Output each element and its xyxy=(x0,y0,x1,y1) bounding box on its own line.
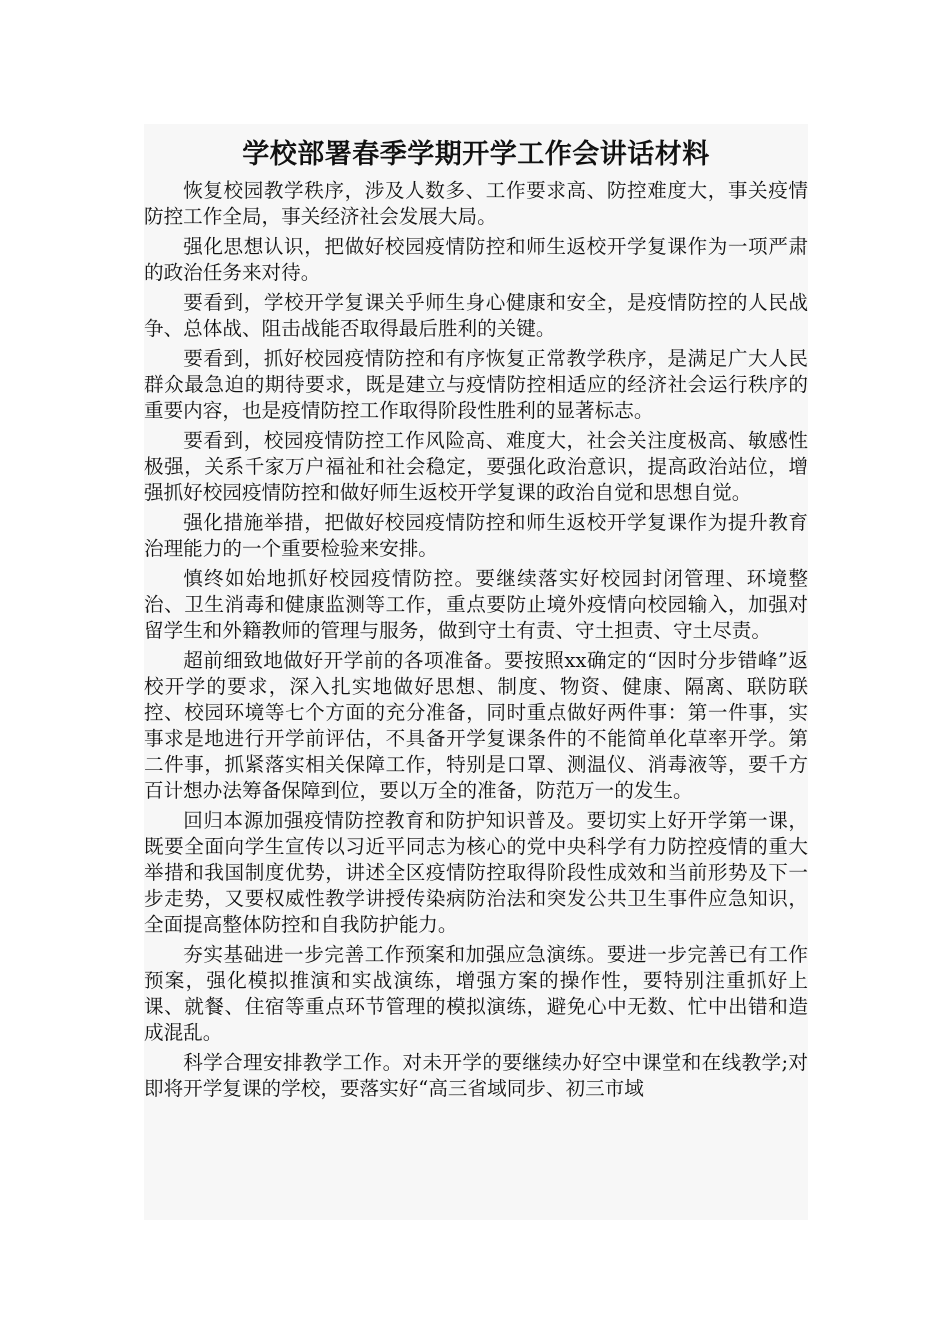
paragraph: 要看到，学校开学复课关乎师生身心健康和安全，是疫情防控的人民战争、总体战、阻击战能否取得最后胜利的关键。 xyxy=(144,291,808,340)
paragraph: 夯实基础进一步完善工作预案和加强应急演练。要进一步完善已有工作预案，强化模拟推演和实战演练，增强方案的操作性，要特别注重抓好上课、就餐、住宿等重点环节管理的模拟演练，避免心中无数、忙中出错和造成混乱。 xyxy=(144,943,808,1044)
paragraph: 慎终如始地抓好校园疫情防控。要继续落实好校园封闭管理、环境整治、卫生消毒和健康监测等工作，重点要防止境外疫情向校园输入，加强对留学生和外籍教师的管理与服务，做到守土有责、守土担责、守土尽责。 xyxy=(144,567,808,642)
document-page xyxy=(144,124,808,1220)
paragraph: 强化思想认识，把做好校园疫情防控和师生返校开学复课作为一项严肃的政治任务来对待。 xyxy=(144,235,808,284)
document-body xyxy=(144,178,808,1102)
document-title: 学校部署春季学期开学工作会讲话材料 xyxy=(242,139,710,170)
paragraph: 要看到，抓好校园疫情防控和有序恢复正常教学秩序，是满足广大人民群众最急迫的期待要求，既是建立与疫情防控相适应的经济社会运行秩序的重要内容，也是疫情防控工作取得阶段性胜利的显著标志。 xyxy=(144,347,808,422)
paragraph: 超前细致地做好开学前的各项准备。要按照xx确定的“因时分步错峰”返校开学的要求，深入扎实地做好思想、制度、物资、健康、隔离、联防联控、校园环境等七个方面的充分准备，同时重点做好两件事：第一件事，实事求是地进行开学前评估，不具备开学复课条件的不能简单化草率开学。第二件事，抓紧落实相关保障工作，特别是口罩、测温仪、消毒液等，要千方百计想办法筹备保障到位，要以万全的准备，防范万一的发生。 xyxy=(144,649,808,802)
paragraph: 要看到，校园疫情防控工作风险高、难度大，社会关注度极高、敏感性极强，关系千家万户福祉和社会稳定，要强化政治意识，提高政治站位，增强抓好校园疫情防控和做好师生返校开学复课的政治自觉和思想自觉。 xyxy=(144,429,808,504)
paragraph: 科学合理安排教学工作。对未开学的要继续办好空中课堂和在线教学;对即将开学复课的学校，要落实好“高三省域同步、初三市域 xyxy=(144,1051,808,1100)
paragraph: 恢复校园教学秩序，涉及人数多、工作要求高、防控难度大，事关疫情防控工作全局，事关经济社会发展大局。 xyxy=(144,179,808,228)
paragraph: 强化措施举措，把做好校园疫情防控和师生返校开学复课作为提升教育治理能力的一个重要检验来安排。 xyxy=(144,511,808,560)
paragraph: 回归本源加强疫情防控教育和防护知识普及。要切实上好开学第一课，既要全面向学生宣传以习近平同志为核心的党中央科学有力防控疫情的重大举措和我国制度优势，讲述全区疫情防控取得阶段性成效和当前形势及下一步走势，又要权威性教学讲授传染病防治法和突发公共卫生事件应急知识，全面提高整体防控和自我防护能力。 xyxy=(144,809,808,936)
